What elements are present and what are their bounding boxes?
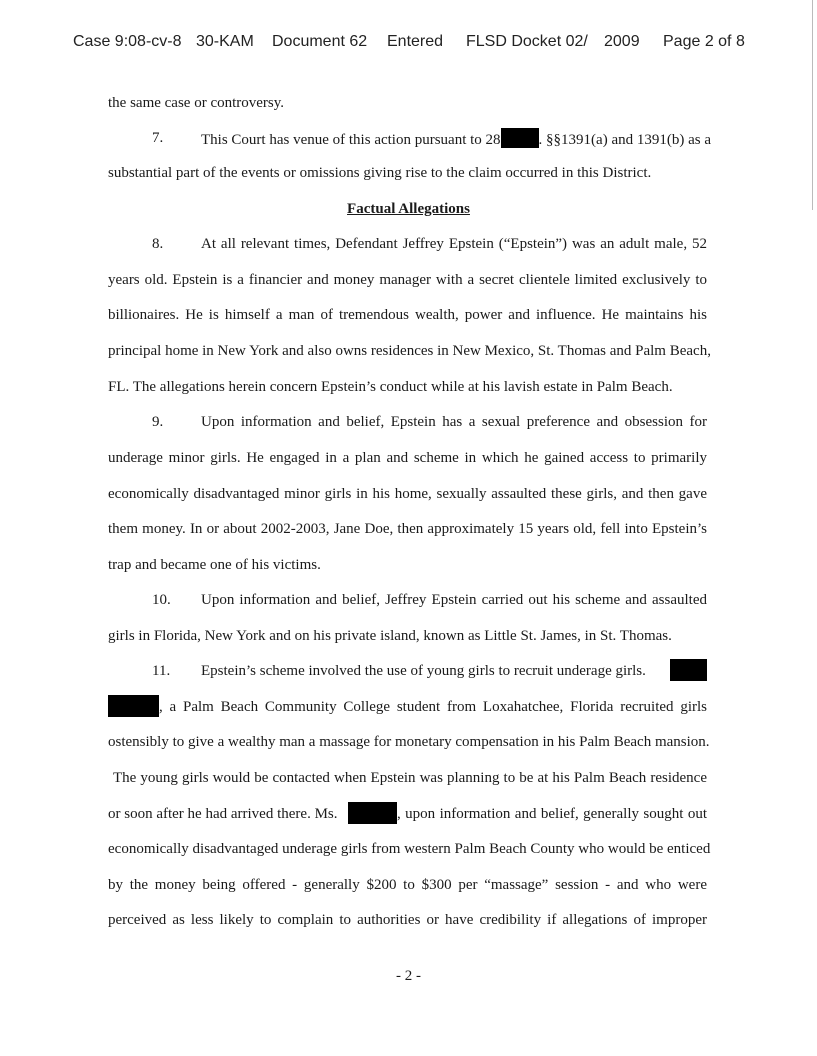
body-line: them money. In or about 2002-2003, Jane Doe, then approximately 15 years old, fell into Epstein’s <box>108 521 707 537</box>
body-line: billionaires. He is himself a man of tremendous wealth, power and influence. He maintains his <box>108 307 707 323</box>
body-line: underage minor girls. He engaged in a plan and scheme in which he gained access to primarily <box>108 450 707 466</box>
paragraph-number: 11. <box>152 663 171 679</box>
body-line: or soon after he had arrived there. Ms. <box>108 806 338 822</box>
body-line: substantial part of the events or omissions giving rise to the claim occurred in this District. <box>108 165 652 181</box>
body-line: principal home in New York and also owns residences in New Mexico, St. Thomas and Palm Beach, <box>108 343 711 359</box>
page-indicator: Page 2 of 8 <box>663 33 745 50</box>
body-line: by the money being offered - generally $200 to $300 per “massage” session - and who were <box>108 877 707 893</box>
body-line: years old. Epstein is a financier and money manager with a secret clientele limited exclusively to <box>108 272 707 288</box>
body-line: trap and became one of his victims. <box>108 557 321 573</box>
redaction-block <box>501 128 539 148</box>
paragraph-number: 9. <box>152 414 164 430</box>
paragraph-number: 10. <box>152 592 171 608</box>
redaction-block <box>108 695 159 717</box>
body-line: , upon information and belief, generally sought out <box>397 806 707 822</box>
docket-header <box>0 33 817 55</box>
body-line: Upon information and belief, Jeffrey Epstein carried out his scheme and assaulted <box>201 592 707 608</box>
section-heading: Factual Allegations <box>347 201 470 217</box>
body-line: girls in Florida, New York and on his private island, known as Little St. James, in St. Thomas. <box>108 628 672 644</box>
body-line: , a Palm Beach Community College student from Loxahatchee, Florida recruited girls <box>159 699 707 715</box>
body-line: The young girls would be contacted when Epstein was planning to be at his Palm Beach residence <box>113 770 707 786</box>
page-number: - 2 - <box>396 968 421 984</box>
body-line <box>201 128 711 150</box>
case-number: Case 9:08-cv-8 <box>73 33 182 50</box>
document-number: Document 62 <box>272 33 368 50</box>
body-line: ostensibly to give a wealthy man a massage for monetary compensation in his Palm Beach mansion. <box>108 734 710 750</box>
paragraph-number: 8. <box>152 236 164 252</box>
text-span: This Court has venue of this action pursuant to 28 <box>201 132 501 148</box>
redaction-block <box>670 659 707 681</box>
docket-label: FLSD Docket 02/ <box>466 33 588 50</box>
body-line: perceived as less likely to complain to authorities or have credibility if allegations of improper <box>108 912 707 928</box>
text-span: . §§1391(a) and 1391(b) as a <box>538 132 711 148</box>
body-line: economically disadvantaged underage girls from western Palm Beach County who would be enticed <box>108 841 711 857</box>
case-suffix: 30-KAM <box>196 33 254 50</box>
redaction-block <box>348 802 397 824</box>
docket-year: 2009 <box>604 33 640 50</box>
body-line: At all relevant times, Defendant Jeffrey Epstein (“Epstein”) was an adult male, 52 <box>201 236 707 252</box>
body-line: FL. The allegations herein concern Epstein’s conduct while at his lavish estate in Palm Beach. <box>108 379 673 395</box>
body-line: Epstein’s scheme involved the use of young girls to recruit underage girls. <box>201 663 646 679</box>
paragraph-number: 7. <box>152 130 164 146</box>
body-line: the same case or controversy. <box>108 95 285 111</box>
scan-edge-mark <box>812 0 813 210</box>
entered-label: Entered <box>387 33 444 50</box>
body-line: Upon information and belief, Epstein has a sexual preference and obsession for <box>201 414 707 430</box>
body-line: economically disadvantaged minor girls in his home, sexually assaulted these girls, and then gave <box>108 486 707 502</box>
